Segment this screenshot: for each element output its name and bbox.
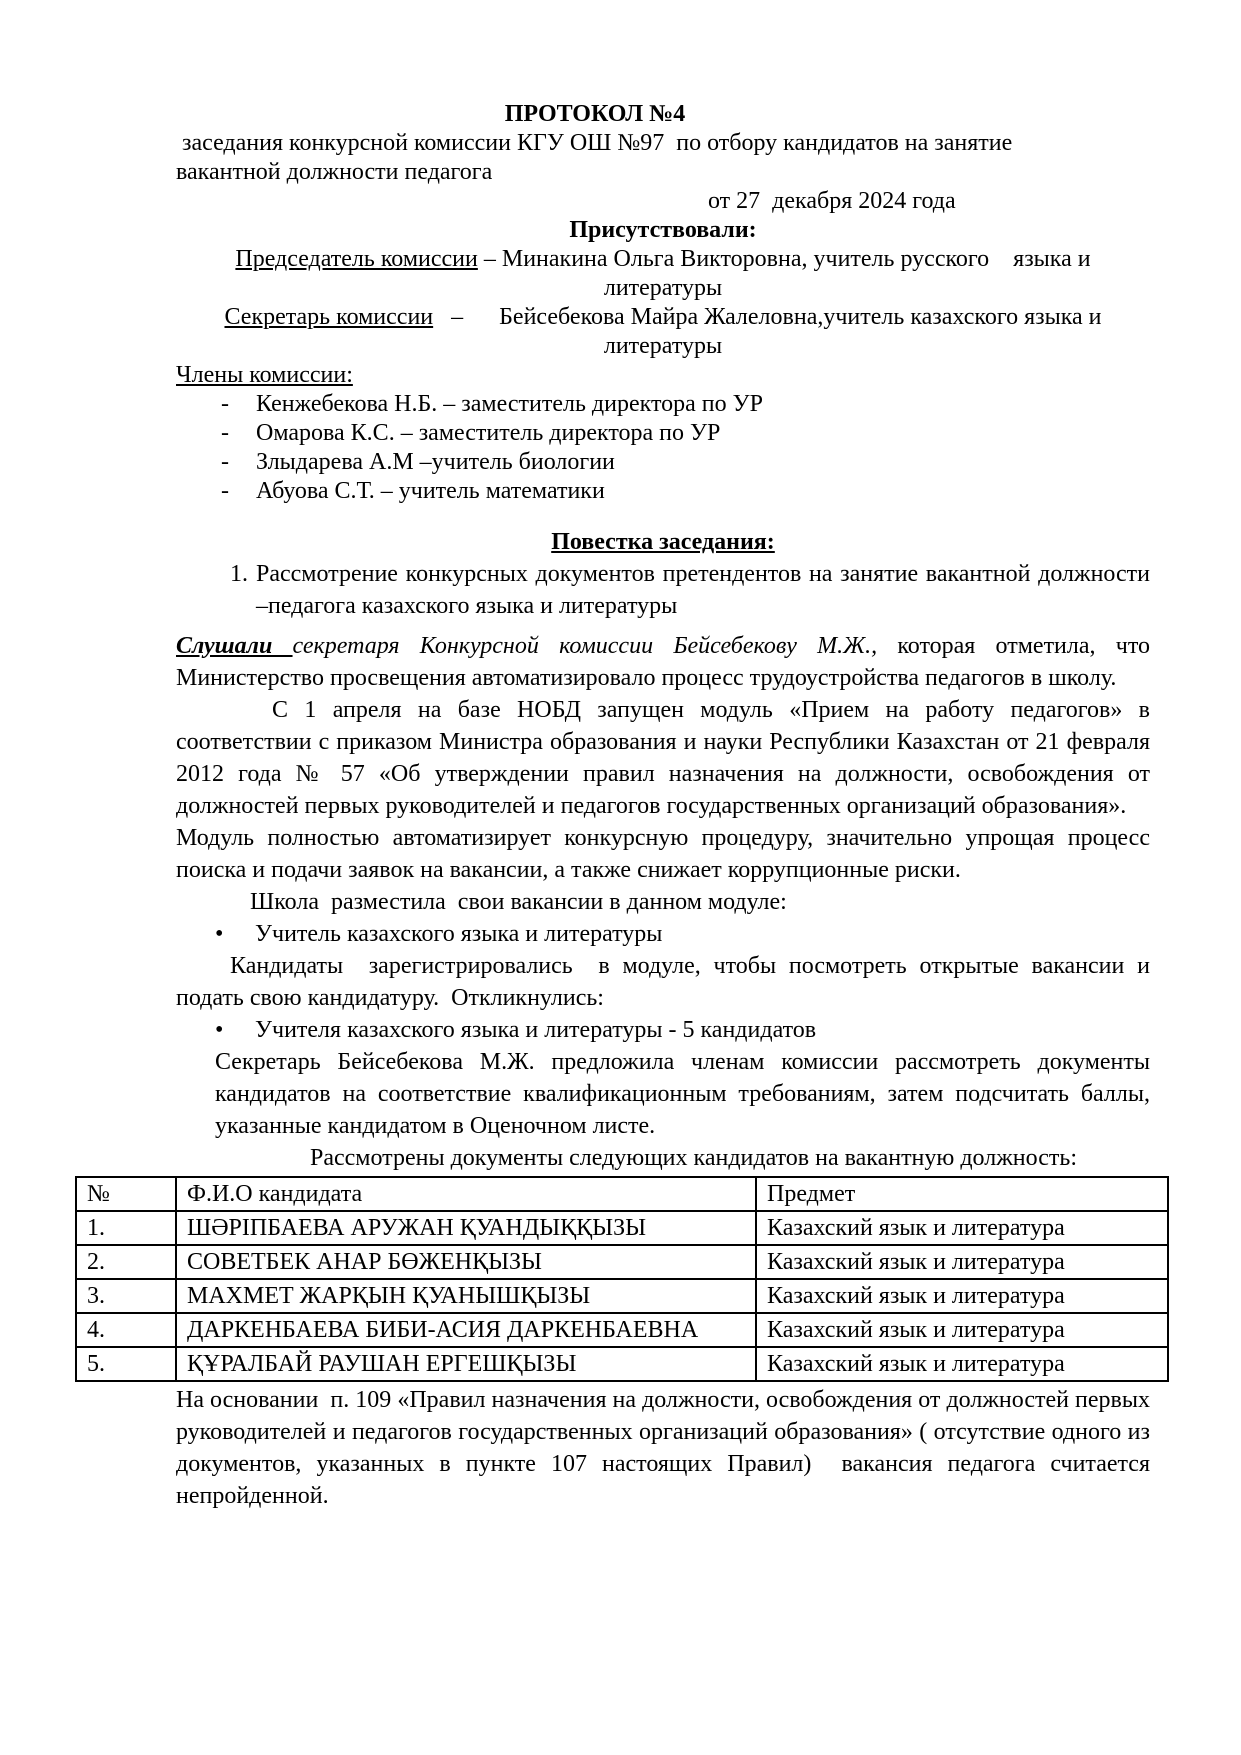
table-row bbox=[76, 1313, 1168, 1347]
column-header-name: Ф.И.О кандидата bbox=[176, 1177, 756, 1211]
member-list-item bbox=[221, 419, 1150, 448]
secretary-line-continuation: литературы bbox=[603, 333, 723, 359]
bullet-marker: • bbox=[215, 921, 224, 947]
heard-lead-label: Слушали bbox=[176, 633, 293, 659]
dash-marker: - bbox=[221, 420, 229, 446]
vacancy-bullet-text: Учитель казахского языка и литературы bbox=[255, 921, 663, 947]
candidate-subject: Казахский язык и литература bbox=[756, 1211, 1168, 1245]
candidate-name: ШӘРІПБАЕВА АРУЖАН ҚУАНДЫҚҚЫЗЫ bbox=[176, 1211, 756, 1245]
candidates-registered-paragraph: Кандидаты зарегистрировались в модуле, чтобы посмотреть открытые вакансии и подать свою кандидатуру. Откликнулись: bbox=[176, 953, 1156, 1011]
bullet-marker: • bbox=[215, 1017, 224, 1043]
intro-line-2: вакантной должности педагога bbox=[176, 159, 493, 185]
candidate-subject: Казахский язык и литература bbox=[756, 1279, 1168, 1313]
secretary-line bbox=[176, 303, 1150, 332]
candidate-number: 3. bbox=[76, 1279, 176, 1313]
secretary-role-label: Секретарь комиссии bbox=[224, 304, 434, 330]
heard-rest-text: которая отметила, что Министерство просвещения автоматизировало процесс трудоустройства педагогов в школу. bbox=[176, 633, 1150, 691]
agenda-item-1 bbox=[230, 558, 1150, 622]
candidate-number: 2. bbox=[76, 1245, 176, 1279]
document-title: ПРОТОКОЛ №4 bbox=[504, 101, 686, 127]
candidate-number: 4. bbox=[76, 1313, 176, 1347]
school-posted-line: Школа разместила свои вакансии в данном модуле: bbox=[250, 889, 787, 915]
member-list-item bbox=[221, 448, 1150, 477]
document-date: от 27 декабря 2024 года bbox=[708, 188, 956, 214]
intro-line-1: заседания конкурсной комиссии КГУ ОШ №97 по отбору кандидатов на занятие bbox=[176, 130, 1013, 156]
member-name: Абуова С.Т. – учитель математики bbox=[256, 478, 605, 504]
heard-paragraph bbox=[176, 630, 1150, 694]
member-list-item bbox=[221, 390, 1150, 419]
document-body-section bbox=[75, 526, 1167, 1512]
member-name: Кенжебекова Н.Б. – заместитель директора по УР bbox=[256, 391, 763, 417]
dash-marker: - bbox=[221, 478, 229, 504]
candidate-subject: Казахский язык и литература bbox=[756, 1245, 1168, 1279]
column-header-subject: Предмет bbox=[756, 1177, 1168, 1211]
members-heading-label: Члены комиссии: bbox=[176, 362, 353, 388]
attendees-heading: Присутствовали: bbox=[569, 217, 757, 243]
responded-bullet-item bbox=[215, 1014, 1150, 1046]
agenda-heading-label: Повестка заседания: bbox=[551, 529, 775, 555]
reviewed-documents-line: Рассмотрены документы следующих кандидатов на вакантную должность: bbox=[310, 1145, 1077, 1171]
agenda-item-number: 1. bbox=[230, 561, 248, 587]
candidate-name: МАХМЕТ ЖАРҚЫН ҚУАНЫШҚЫЗЫ bbox=[176, 1279, 756, 1313]
module-benefits-paragraph: Модуль полностью автоматизирует конкурсную процедуру, значительно упрощая процесс поиска и подачи заявок на вакансии, а также снижает коррупционные риски. bbox=[176, 825, 1156, 883]
agenda-item-text: Рассмотрение конкурсных документов претендентов на занятие вакантной должности –педагога казахского языка и литературы bbox=[256, 561, 1150, 619]
agenda-heading bbox=[176, 526, 1150, 558]
chairman-line bbox=[176, 245, 1150, 274]
member-name: Омарова К.С. – заместитель директора по УР bbox=[256, 420, 721, 446]
document-header-section bbox=[75, 100, 1167, 506]
chairman-name-text: – Минакина Ольга Викторовна, учитель русского языка и bbox=[477, 246, 1091, 272]
members-heading bbox=[176, 361, 1167, 390]
table-row bbox=[76, 1279, 1168, 1313]
table-header-row bbox=[76, 1177, 1168, 1211]
responded-bullet-text: Учителя казахского языка и литературы - 5 кандидатов bbox=[255, 1017, 817, 1043]
candidate-name: ДАРКЕНБАЕВА БИБИ-АСИЯ ДАРКЕНБАЕВНА bbox=[176, 1313, 756, 1347]
candidate-subject: Казахский язык и литература bbox=[756, 1313, 1168, 1347]
table-row bbox=[76, 1211, 1168, 1245]
dash-marker: - bbox=[221, 449, 229, 475]
chairman-line-continuation: литературы bbox=[603, 275, 723, 301]
candidate-subject: Казахский язык и литература bbox=[756, 1347, 1168, 1381]
candidates-table bbox=[75, 1176, 1169, 1382]
secretary-name-text: – Бейсебекова Майра Жалеловна,учитель казахского языка и bbox=[433, 304, 1102, 330]
table-row bbox=[76, 1347, 1168, 1381]
candidate-number: 5. bbox=[76, 1347, 176, 1381]
vacancy-bullet-item bbox=[215, 918, 1150, 950]
table-row bbox=[76, 1245, 1168, 1279]
conclusion-paragraph: На основании п. 109 «Правил назначения на должности, освобождения от должностей первых руководителей и педагогов государственных организаций образования» ( отсутствие одного из документов, указанных в пункте 107 настоящих Правил) вакансия педагога считается непройденной. bbox=[176, 1387, 1156, 1509]
member-list-item bbox=[221, 477, 1150, 506]
heard-italic-text: секретаря Конкурсной комиссии Бейсебекову М.Ж., bbox=[292, 633, 878, 659]
candidate-name: СОВЕТБЕК АНАР БӨЖЕНҚЫЗЫ bbox=[176, 1245, 756, 1279]
column-header-number: № bbox=[76, 1177, 176, 1211]
candidate-number: 1. bbox=[76, 1211, 176, 1245]
candidate-name: ҚҰРАЛБАЙ РАУШАН ЕРГЕШҚЫЗЫ bbox=[176, 1347, 756, 1381]
member-name: Злыдарева А.М –учитель биологии bbox=[256, 449, 615, 475]
secretary-proposal-paragraph: Секретарь Бейсебекова М.Ж. предложила членам комиссии рассмотреть документы кандидатов на соответствие квалификационным требованиям, затем подсчитать баллы, указанные кандидатом в Оценочном листе. bbox=[215, 1049, 1150, 1139]
chairman-role-label: Председатель комиссии bbox=[235, 246, 478, 272]
dash-marker: - bbox=[221, 391, 229, 417]
module-launch-paragraph: С 1 апреля на базе НОБД запущен модуль «Прием на работу педагогов» в соответствии с приказом Министра образования и науки Республики Казахстан от 21 февраля 2012 года № 57 «Об утверждении правил назначения на должности, освобождения от должностей первых руководителей и педагогов государственных организаций образования». bbox=[176, 697, 1156, 819]
